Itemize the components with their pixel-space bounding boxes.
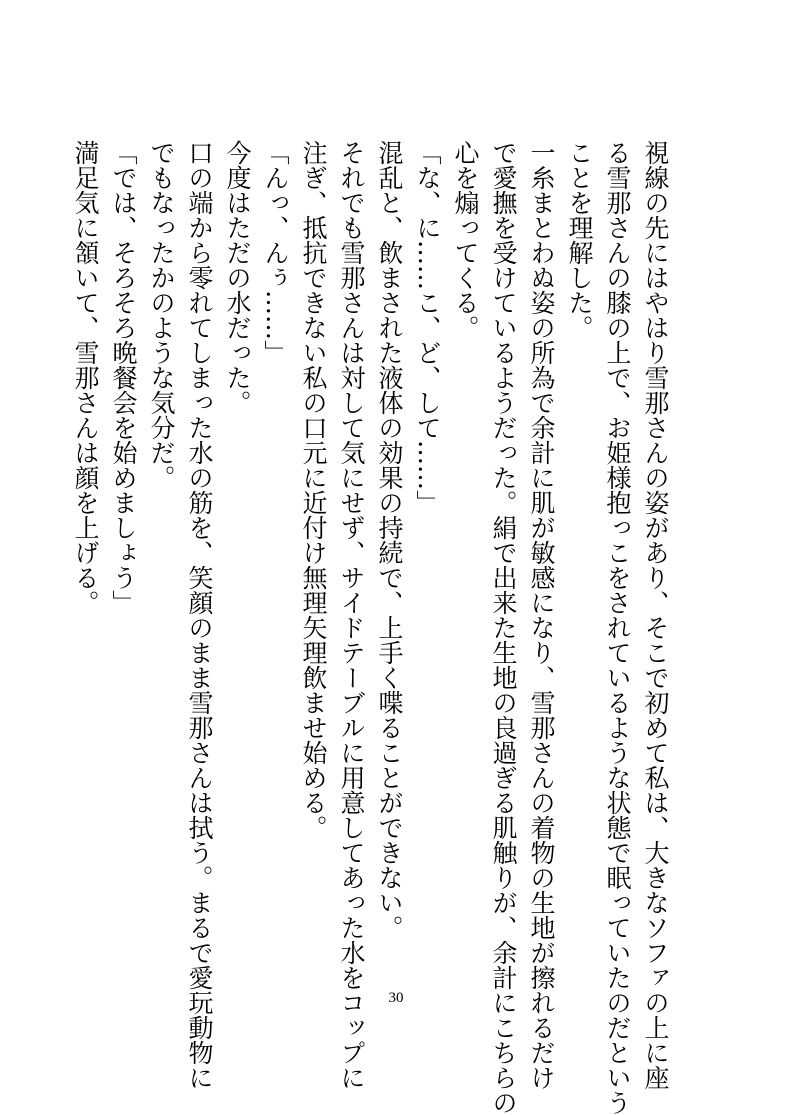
text-line: 口の端から零れてしまった水の筋を、笑顔のまま雪那さんは拭う。まるで愛玩動物に [185,140,214,1090]
text-line: 満足気に頷いて、雪那さんは顔を上げる。 [71,140,100,615]
text-line: 注ぎ、抵抗できない私の口元に近付け無理矢理飲ませ始める。 [299,140,328,840]
text-line: 視線の先にはやはり雪那さんの姿があり、そこで初めて私は、大きなソファの上に座 [641,140,670,1090]
text-line: 一糸まとわぬ姿の所為で余計に肌が敏感になり、雪那さんの着物の生地が擦れるだけ [527,140,556,1090]
text-line: 「では、そろそろ晩餐会を始めましょう」 [109,140,138,615]
text-line: る雪那さんの膝の上で、お姫様抱っこをされているような状態で眠っていたのだという [603,140,632,1115]
text-line: ことを理解した。 [565,140,594,340]
text-line: で愛撫を受けているようだった。絹で出来た生地の良過ぎる肌触りが、余計にこちらの [489,140,518,1115]
text-line: 心を煽ってくる。 [451,140,480,340]
text-line: でもなったかのような気分だ。 [147,140,176,490]
text-line: それでも雪那さんは対して気にせず、サイドテーブルに用意してあった水をコップに [337,140,366,1090]
text-line: 「んっ、んぅ……」 [261,140,290,365]
text-line: 混乱と、飲まされた液体の効果の持続で、上手く喋ることができない。 [375,140,404,940]
page-number: 30 [388,990,404,1006]
text-line: 今度はただの水だった。 [223,140,252,415]
text-line: 「な、に……こ、ど、して……」 [413,140,442,515]
